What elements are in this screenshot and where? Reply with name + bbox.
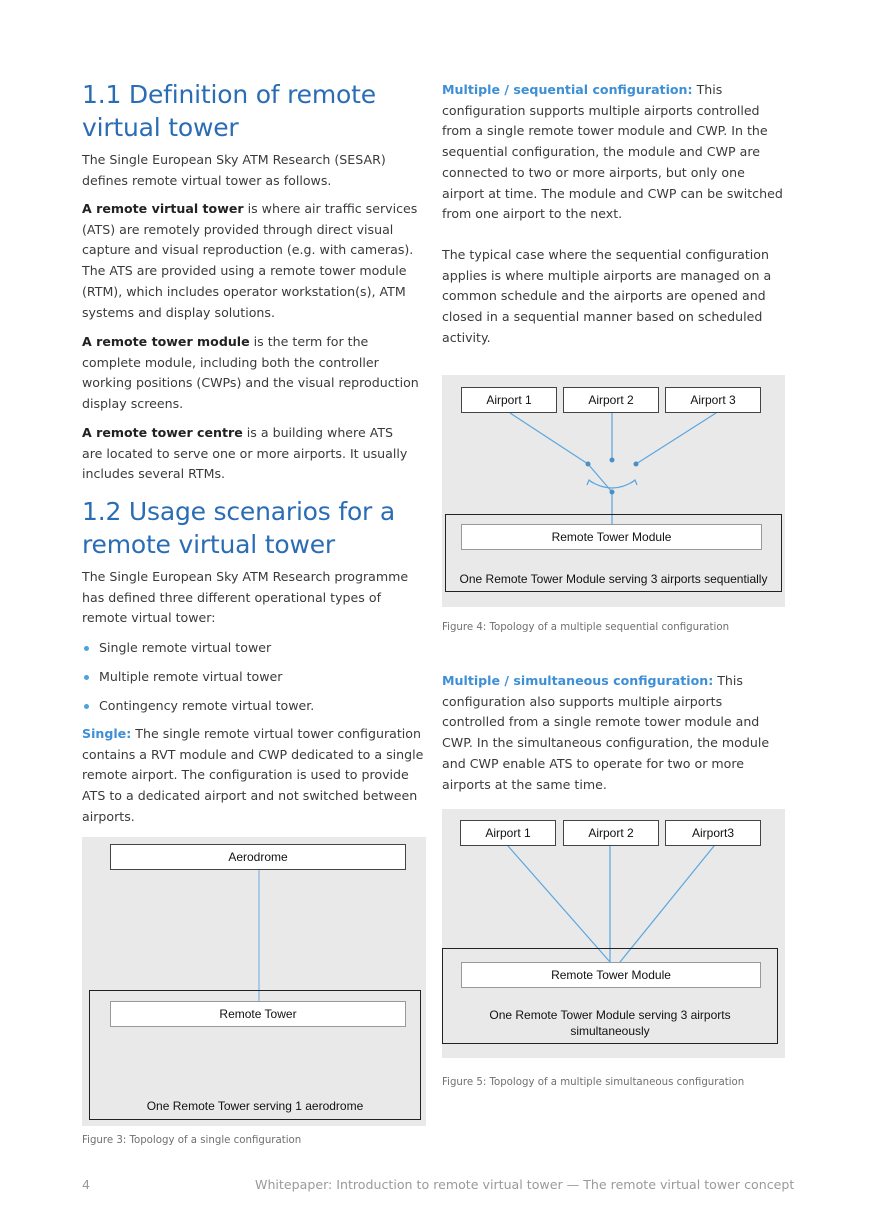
definition-remote-virtual-tower — [82, 199, 422, 323]
figure-4-caption: Figure 4: Topology of a multiple sequential configuration — [442, 622, 730, 633]
definition-term: A remote virtual tower — [82, 201, 244, 216]
aerodrome-box: Aerodrome — [110, 844, 406, 870]
definition-text: is a building where ATS are located to serve one or more airports. It usually includes several RTMs. — [82, 425, 408, 482]
bullet-icon — [84, 675, 89, 680]
list-item: Single remote virtual tower — [82, 638, 422, 659]
single-label: Single: — [82, 726, 132, 741]
airport-3-box: Airport 3 — [665, 387, 761, 413]
airport-2-box: Airport 2 — [563, 387, 659, 413]
section-heading-1-1: 1.1 Definition of remote virtual tower — [82, 80, 376, 142]
single-text: The single remote virtual tower configuration contains a RVT module and CWP dedicated to a single remote airport. The configuration is used to provide ATS to a dedicated airport and not switched between airports. — [82, 726, 424, 824]
airport-1-box: Airport 1 — [461, 387, 557, 413]
intro-paragraph: The Single European Sky ATM Research (SESAR) defines remote virtual tower as follows. — [82, 152, 386, 188]
airport-1-box: Airport 1 — [460, 820, 556, 846]
page-number: 4 — [82, 1177, 91, 1192]
figure-5-frame-caption: One Remote Tower Module serving 3 airports simultaneously — [489, 1008, 731, 1038]
definition-text: is where air traffic services (ATS) are remotely provided through direct visual capture and visual reproduction (e.g. with cameras). The ATS are provided using a remote tower module (RTM), which includes operator workstation(s), ATM systems and display solutions. — [82, 201, 418, 320]
figure-3-single-configuration — [82, 837, 426, 1126]
single-configuration-paragraph — [82, 724, 427, 828]
simultaneous-text: This configuration also supports multiple airports controlled from a single remote tower module and CWP. In the simultaneous configuration, the module and CWP enable ATS to operate for two or more airports at the same time. — [442, 673, 770, 792]
definition-term: A remote tower centre — [82, 425, 243, 440]
section-heading-1-2: 1.2 Usage scenarios for a remote virtual tower — [82, 497, 395, 559]
figure-3-frame-caption: One Remote Tower serving 1 aerodrome — [146, 1099, 364, 1113]
definition-remote-tower-centre — [82, 423, 412, 485]
scenario-list — [82, 638, 422, 725]
sequential-configuration-paragraph — [442, 80, 787, 225]
sequential-typical-case-paragraph: The typical case where the sequential configuration applies is where multiple airports are managed on a common schedule and the airports are opened and closed in a sequential manner based on scheduled activity. — [442, 247, 772, 345]
figure-3-caption: Figure 3: Topology of a single configuration — [82, 1135, 302, 1146]
footer-title: Whitepaper: Introduction to remote virtual tower — The remote virtual tower concept — [255, 1177, 795, 1192]
definition-remote-tower-module — [82, 332, 422, 415]
bullet-icon — [84, 646, 89, 651]
bullet-icon — [84, 704, 89, 709]
simultaneous-label: Multiple / simultaneous configuration: — [442, 673, 714, 688]
airport-2-box: Airport 2 — [563, 820, 659, 846]
simultaneous-configuration-paragraph — [442, 671, 782, 795]
definition-term: A remote tower module — [82, 334, 250, 349]
figure-4-frame-caption: One Remote Tower Module serving 3 airports sequentially — [459, 572, 768, 586]
list-item: Contingency remote virtual tower. — [82, 696, 422, 717]
usage-paragraph: The Single European Sky ATM Research programme has defined three different operational types of remote virtual tower: — [82, 569, 409, 626]
sequential-text: This configuration supports multiple airports controlled from a single remote tower module and CWP. In the sequential configuration, the module and CWP are connected to two or more airports, but only one airport at time. The module and CWP can be switched from one airport to the next. — [442, 82, 783, 222]
list-item: Multiple remote virtual tower — [82, 667, 422, 688]
definition-text: is the term for the complete module, including both the controller working positions (CWPs) and the visual reproduction display screens. — [82, 334, 419, 412]
figure-5-caption: Figure 5: Topology of a multiple simultaneous configuration — [442, 1077, 745, 1088]
sequential-label: Multiple / sequential configuration: — [442, 82, 693, 97]
remote-tower-box: Remote Tower — [110, 1001, 406, 1027]
remote-tower-module-box: Remote Tower Module — [461, 524, 762, 550]
remote-tower-module-box: Remote Tower Module — [461, 962, 761, 988]
figure-4-sequential-configuration — [442, 375, 785, 607]
airport-3-box: Airport3 — [665, 820, 761, 846]
figure-5-simultaneous-configuration — [442, 809, 785, 1058]
